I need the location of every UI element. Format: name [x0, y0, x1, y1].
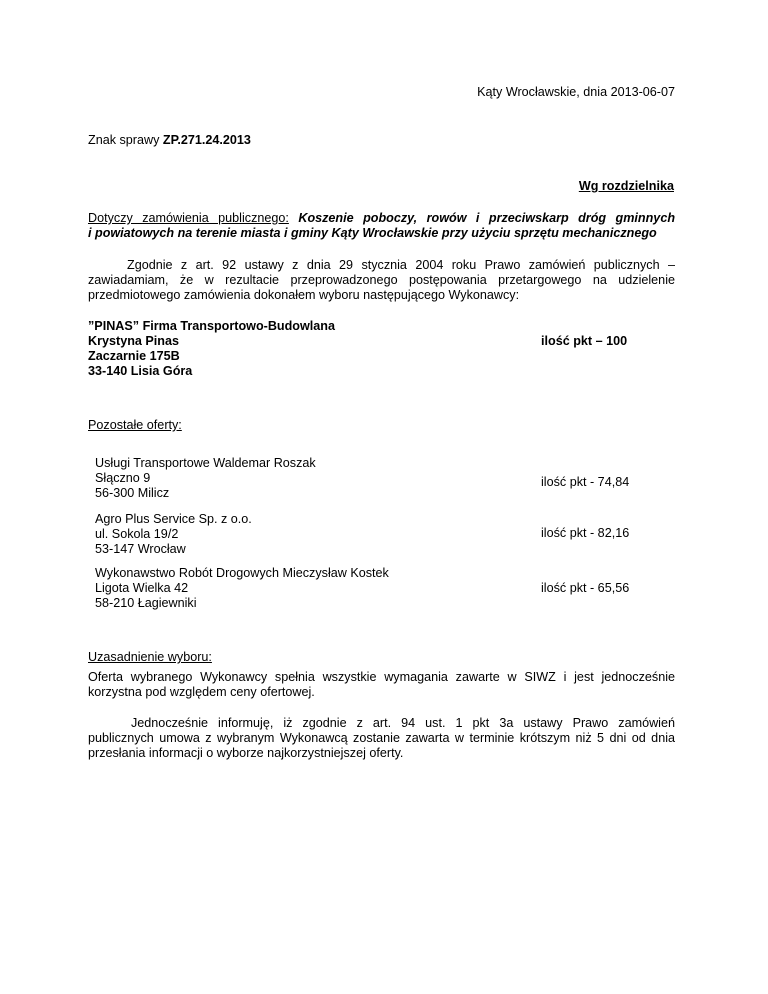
winner-street: Zaczarnie 175B — [88, 349, 180, 363]
intro-line-1: Zgodnie z art. 92 ustawy z dnia 29 stycznia 2004 roku Prawo zamówień publicznych – — [127, 258, 675, 272]
offer-score: ilość pkt - 82,16 — [541, 526, 630, 540]
offer-street: ul. Sokola 19/2 — [95, 527, 179, 541]
winner-owner: Krystyna Pinas — [88, 334, 179, 348]
offer-score: ilość pkt - 74,84 — [541, 475, 630, 489]
other-offers-heading: Pozostałe oferty: — [88, 418, 182, 432]
intro-line-3: przedmiotowego zamówienia dokonałem wyboru następującego Wykonawcy: — [88, 288, 520, 302]
subject-label: Dotyczy zamówienia publicznego: — [88, 211, 289, 225]
justification-heading: Uzasadnienie wyboru: — [88, 650, 212, 664]
offer-city: 58-210 Łagiewniki — [95, 596, 197, 610]
closing-line-2: publicznych umowa z wybranym Wykonawcą zostanie zawarta w terminie krótszym niż 5 dni od dnia — [88, 731, 675, 745]
offer-city: 56-300 Milicz — [95, 486, 170, 500]
justification-line-1: Oferta wybranego Wykonawcy spełnia wszystkie wymagania zawarte w SIWZ i jest jednocześnie — [88, 670, 675, 684]
winner-score: ilość pkt – 100 — [541, 334, 628, 348]
closing-line-3: przesłania informacji o wyborze najkorzystniejszej oferty. — [88, 746, 404, 760]
offer-name: Wykonawstwo Robót Drogowych Mieczysław Kostek — [95, 566, 389, 580]
offer-street: Ligota Wielka 42 — [95, 581, 189, 595]
offer-city: 53-147 Wrocław — [95, 542, 186, 556]
offer-score: ilość pkt - 65,56 — [541, 581, 630, 595]
place-date: Kąty Wrocławskie, dnia 2013-06-07 — [477, 85, 675, 99]
case-number: ZP.271.24.2013 — [162, 133, 251, 147]
subject-line-1 — [88, 211, 675, 226]
offer-street: Słączno 9 — [95, 471, 151, 485]
distribution-note: Wg rozdzielnika — [578, 179, 674, 193]
offer-name: Usługi Transportowe Waldemar Roszak — [95, 456, 316, 470]
intro-line-2: zawiadamiam, że w rezultacie przeprowadzonego postępowania przetargowego na udzielenie — [88, 273, 675, 287]
justification-line-2: korzystna pod względem ceny ofertowej. — [88, 685, 315, 699]
offer-name: Agro Plus Service Sp. z o.o. — [95, 512, 252, 526]
case-prefix: Znak sprawy — [88, 133, 163, 147]
case-reference — [88, 133, 251, 148]
closing-line-1: Jednocześnie informuję, iż zgodnie z art. 94 ust. 1 pkt 3a ustawy Prawo zamówień — [131, 716, 675, 730]
subject-title-part-2: i powiatowych na terenie miasta i gminy Kąty Wrocławskie przy użyciu sprzętu mechanicznego — [88, 226, 657, 240]
subject-title-part-1: Koszenie poboczy, rowów i przeciwskarp dróg gminnych — [298, 211, 676, 225]
winner-name: ”PINAS” Firma Transportowo-Budowlana — [88, 319, 335, 333]
winner-city: 33-140 Lisia Góra — [88, 364, 193, 378]
